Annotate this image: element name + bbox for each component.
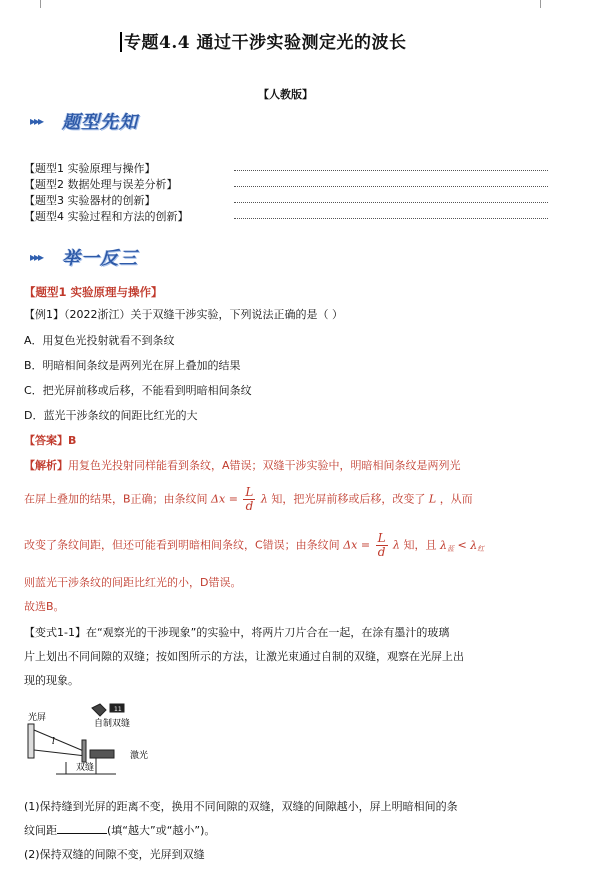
fraction-denominator: d [245,499,254,513]
toc-item-label: 【题型3 实验器材的创新】 [24,194,156,207]
analysis-text: 用复色光投射同样能看到条纹，A错误；双缝干涉实验中，明暗相间条纹是两列光 [68,459,461,472]
variant-line-3: 现的现象。 [24,674,79,687]
beam-line-lower [34,750,86,756]
lambda-red [470,539,484,552]
formula-lambda: λ [260,492,268,506]
option-c: C．把光屏前移或后移，不能看到明暗相间条纹 [24,384,252,397]
screen-shape [28,724,34,758]
option-b: B．明暗相间条纹是两列光在屏上叠加的结果 [24,359,241,372]
banner-section-preview [30,108,170,134]
label-l: l [52,737,55,747]
formula-delta-x: Δx = [211,492,238,506]
beam-line-upper [34,730,86,752]
lambda-symbol: λ [470,538,478,552]
answer-label: 【答案】 [24,434,68,447]
question-1-line-2 [24,822,215,838]
analysis-text: 知，把光屏前移或后移，改变了 [271,492,426,506]
page-title [120,28,407,53]
lambda-blue [440,539,454,552]
question-1-line-1: (1)保持缝到光屏的距离不变，换用不同间隙的双缝，双缝的间隙越小，屏上明暗相间的条 [24,800,458,813]
analysis-line-2 [24,486,473,513]
label-slit: 双缝 [76,763,95,773]
example-stem: 【例1】（2022浙江）关于双缝干涉实验，下列说法正确的是（ ） [24,308,343,321]
variant-line-2: 片上划出不同间隙的双缝；按如图所示的方法，让激光束通过自制的双缝，观察在光屏上出 [24,650,464,663]
toc-item-label: 【题型4 实验过程和方法的创新】 [24,210,189,223]
laser-body-shape [90,750,114,758]
formula-lambda: λ [393,538,401,552]
toc-leader-dots [234,170,548,171]
toc-item-label: 【题型1 实验原理与操作】 [24,162,156,175]
q1-text: 纹间距 [24,824,57,837]
analysis-line-3 [24,532,484,559]
section-heading: 【题型1 实验原理与操作】 [24,285,163,299]
answer [24,432,76,448]
title-text: 专题4.4 通过干涉实验测定光的波长 [124,33,407,53]
conclusion: 故选B。 [24,600,65,613]
lambda-subscript: 红 [477,544,485,553]
formula-fraction [243,486,255,513]
toc-item[interactable] [24,208,548,224]
label-screen: 光屏 [28,713,47,723]
cursor-bar [120,32,122,52]
analysis-text: 在屏上叠加的结果，B正确；由条纹间 [24,492,208,506]
margin-corner-mark [30,0,41,8]
analysis-label: 【解析】 [24,459,68,472]
slit-plate-shape [82,740,86,762]
answer-blank[interactable] [57,823,107,834]
variant-line-1: 【变式1-1】在“观察光的干涉现象”的实验中，将两片刀片合在一起，在涂有墨汁的玻璃 [24,626,450,639]
analysis-text: 知，且 [403,538,437,552]
formula-fraction [376,532,388,559]
analysis-text: ，从而 [439,492,473,506]
banner-arrows-icon: ▸▸▸ [30,250,43,264]
lambda-subscript: 蓝 [447,544,454,553]
analysis-line-1 [24,457,461,473]
banner-section-examples [30,244,170,270]
analysis-line-4: 则蓝光干涉条纹的间距比红光的小，D错误。 [24,576,242,589]
banner-title: 题型先知 [62,112,138,133]
formula-delta-x: Δx = [343,538,371,552]
edition-label: 【人教版】 [258,88,313,101]
option-d: D．蓝光干涉条纹的间距比红光的大 [24,409,198,422]
label-homemade-slit: 自制双缝 [94,719,131,729]
experiment-figure [26,700,166,780]
answer-value: B [68,434,77,447]
toc-item[interactable] [24,176,548,192]
less-than-sign: < [457,538,467,552]
banner-title: 举一反三 [62,248,138,269]
experiment-diagram [26,700,166,780]
toc-leader-dots [234,218,548,219]
question-2-line-1: (2)保持双缝的间隙不变，光屏到双缝 [24,848,205,861]
toc-leader-dots [234,202,548,203]
toc-item-label: 【题型2 数据处理与误差分析】 [24,178,178,191]
toc-item[interactable] [24,192,548,208]
fraction-numerator: L [245,485,254,499]
margin-corner-mark [540,0,551,8]
fraction-denominator: d [377,545,386,559]
figure-tag: 11 [114,706,122,713]
banner-arrows-icon: ▸▸▸ [30,114,43,128]
symbol-l: L [428,492,437,506]
label-laser: 激光 [130,751,149,761]
analysis-text: 改变了条纹间距，但还可能看到明暗相间条纹，C错误；由条纹间 [24,538,340,552]
option-a: A．用复色光投射就看不到条纹 [24,334,175,347]
blade-shape [92,704,106,716]
q1-text: (填“越大”或“越小”)。 [107,824,216,837]
toc-item[interactable] [24,160,548,176]
fraction-numerator: L [377,531,386,545]
lambda-symbol: λ [440,538,447,552]
toc-leader-dots [234,186,548,187]
